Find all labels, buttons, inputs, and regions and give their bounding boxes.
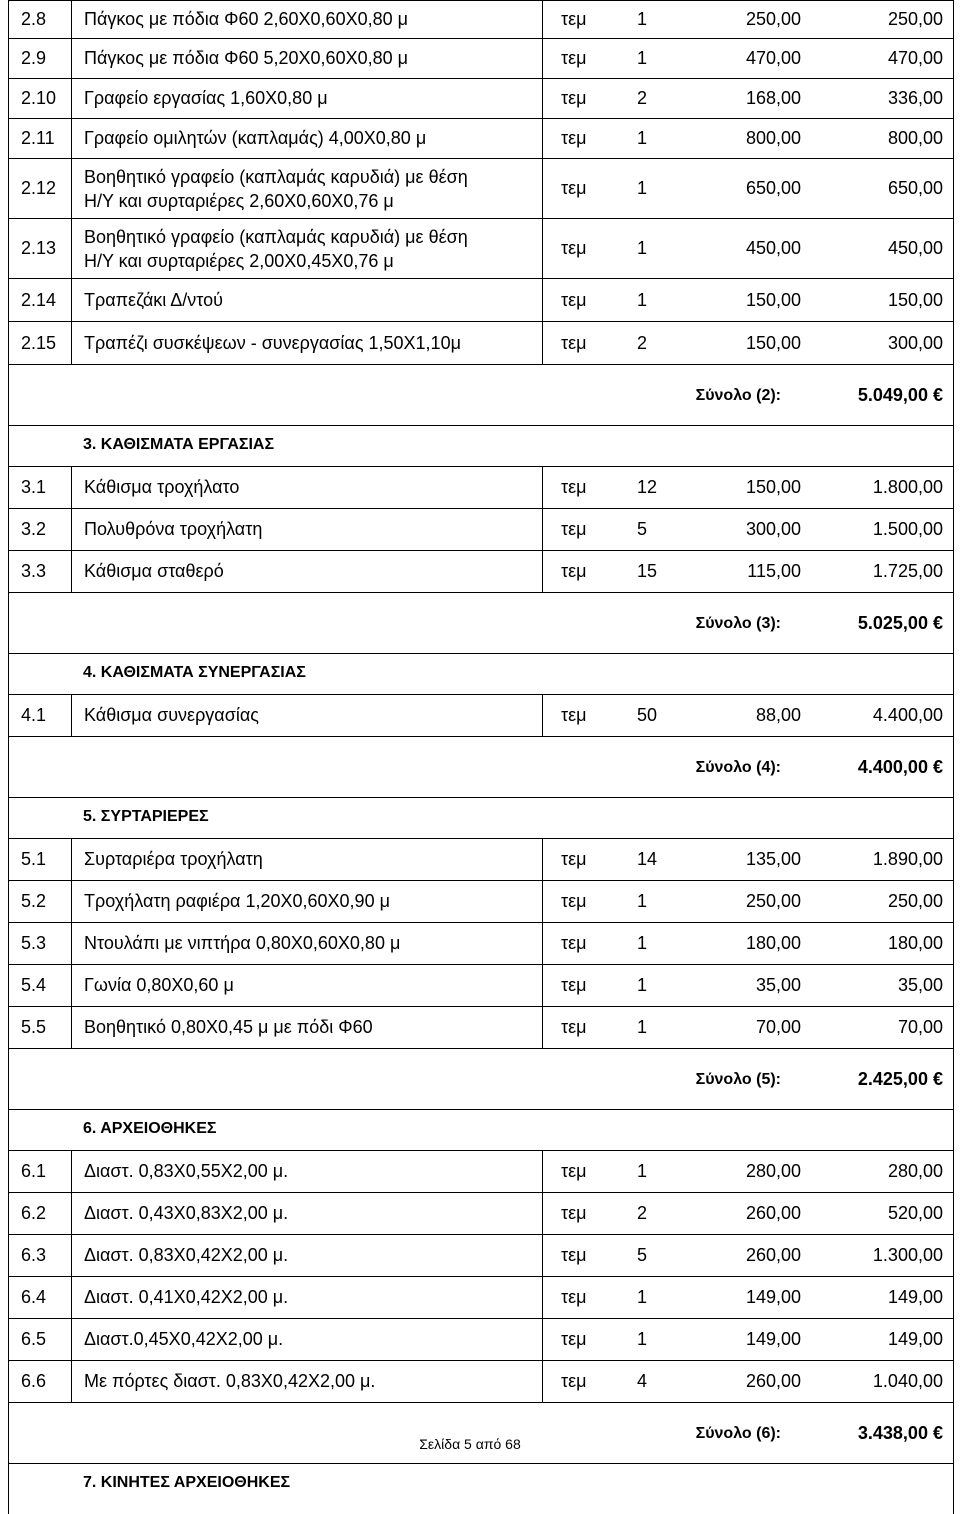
section-total-row	[8, 593, 954, 654]
item-unit: τεμ	[561, 519, 587, 539]
table-row	[8, 219, 954, 279]
item-unit-price: 280,00	[745, 1161, 801, 1181]
section-total-amount: 3.438,00	[857, 1423, 928, 1443]
section-total-label: Σύνολο (5):	[695, 1071, 781, 1088]
table-row	[8, 159, 954, 219]
table-row	[8, 838, 954, 881]
item-quantity: 2	[637, 1203, 648, 1223]
description-line-1: Βοηθητικό γραφείο (καπλαμάς καρυδιά) με θέση	[84, 226, 468, 247]
item-total: 149,00	[887, 1329, 943, 1349]
item-unit: τεμ	[561, 933, 587, 953]
item-total: 1.800,00	[872, 477, 943, 497]
section-total-label: Σύνολο (2):	[695, 387, 781, 404]
item-total: 520,00	[887, 1203, 943, 1223]
item-unit: τεμ	[561, 1017, 587, 1037]
item-number: 2.13	[9, 219, 72, 278]
item-unit-price: 250,00	[745, 9, 801, 29]
item-number: 6.3	[9, 1235, 72, 1276]
table-row	[8, 923, 954, 965]
table-row	[8, 551, 954, 593]
item-total: 4.400,00	[872, 705, 943, 725]
item-number: 4.1	[9, 695, 72, 736]
item-total: 1.500,00	[872, 519, 943, 539]
item-unit-price: 70,00	[755, 1017, 801, 1037]
item-number: 3.3	[9, 551, 72, 592]
item-quantity: 4	[637, 1371, 648, 1391]
item-unit-price: 35,00	[755, 975, 801, 995]
item-number: 2.9	[9, 39, 72, 78]
section-total-row	[8, 365, 954, 426]
item-total: 470,00	[887, 48, 943, 68]
item-unit: τεμ	[561, 849, 587, 869]
item-number: 2.14	[9, 279, 72, 321]
item-description: Κάθισμα σταθερό	[72, 551, 543, 592]
section-total-value	[858, 1069, 943, 1090]
description-line-2: Η/Υ και συρταριέρες 2,60Χ0,60Χ0,76 μ	[84, 190, 394, 211]
table-row	[8, 694, 954, 737]
section-heading	[8, 1110, 954, 1150]
item-unit-price: 260,00	[745, 1245, 801, 1265]
section-title: 3. ΚΑΘΙΣΜΑΤΑ ΕΡΓΑΣΙΑΣ	[83, 436, 275, 453]
item-unit: τεμ	[561, 1371, 587, 1391]
item-total: 70,00	[897, 1017, 943, 1037]
item-description: Γραφείο εργασίας 1,60Χ0,80 μ	[72, 79, 543, 118]
item-description: Ντουλάπι με νιπτήρα 0,80Χ0,60Χ0,80 μ	[72, 923, 543, 964]
table-row	[8, 79, 954, 119]
table-row	[8, 1319, 954, 1361]
item-unit-price: 650,00	[745, 178, 801, 198]
item-total: 1.890,00	[872, 849, 943, 869]
section-total-label: Σύνολο (3):	[695, 615, 781, 632]
item-description	[72, 219, 543, 278]
item-description: Γωνία 0,80Χ0,60 μ	[72, 965, 543, 1006]
item-unit-price: 150,00	[745, 289, 801, 310]
item-description: Βοηθητικό 0,80Χ0,45 μ με πόδι Φ60	[72, 1007, 543, 1048]
item-total: 1.300,00	[872, 1245, 943, 1265]
item-quantity: 1	[637, 9, 648, 29]
item-total: 450,00	[887, 238, 943, 258]
item-number: 5.5	[9, 1007, 72, 1048]
item-number: 2.15	[9, 322, 72, 364]
item-number: 5.3	[9, 923, 72, 964]
item-number: 6.2	[9, 1193, 72, 1234]
item-unit-price: 149,00	[745, 1329, 801, 1349]
table-row	[8, 119, 954, 159]
page-footer: Σελίδα 5 από 68	[419, 1436, 521, 1452]
euro-icon: €	[932, 385, 943, 405]
section-title: 5. ΣΥΡΤΑΡΙΕΡΕΣ	[83, 808, 209, 825]
item-description: Τροχήλατη ραφιέρα 1,20Χ0,60Χ0,90 μ	[72, 881, 543, 922]
section-total-amount: 5.025,00	[857, 613, 928, 633]
euro-icon: €	[932, 1069, 943, 1089]
table-row	[8, 279, 954, 322]
item-total: 280,00	[887, 1161, 943, 1181]
item-total: 250,00	[887, 891, 943, 911]
item-description: Κάθισμα συνεργασίας	[72, 695, 543, 736]
item-unit: τεμ	[561, 289, 587, 310]
item-total: 150,00	[887, 289, 943, 310]
item-number: 2.11	[9, 119, 72, 158]
section-total-amount: 5.049,00	[857, 385, 928, 405]
item-quantity: 1	[637, 975, 648, 995]
table-row	[8, 1361, 954, 1403]
table-row	[8, 1277, 954, 1319]
item-number: 6.4	[9, 1277, 72, 1318]
table-row	[8, 1150, 954, 1193]
item-quantity: 15	[637, 561, 658, 581]
item-unit: τεμ	[561, 178, 587, 198]
item-quantity: 5	[637, 1245, 648, 1265]
item-number: 5.4	[9, 965, 72, 1006]
item-unit-price: 250,00	[745, 891, 801, 911]
item-description: Πάγκος με πόδια Φ60 2,60Χ0,60Χ0,80 μ	[72, 1, 543, 38]
item-description: Κάθισμα τροχήλατο	[72, 467, 543, 508]
item-quantity: 2	[637, 88, 648, 108]
description-line-2: Η/Υ και συρταριέρες 2,00Χ0,45Χ0,76 μ	[84, 250, 394, 271]
item-unit-price: 470,00	[745, 48, 801, 68]
table-row	[8, 39, 954, 79]
item-unit: τεμ	[561, 975, 587, 995]
item-unit-price: 260,00	[745, 1203, 801, 1223]
item-total: 35,00	[897, 975, 943, 995]
item-total: 1.040,00	[872, 1371, 943, 1391]
item-quantity: 1	[637, 289, 648, 310]
item-unit: τεμ	[561, 1329, 587, 1349]
item-unit-price: 149,00	[745, 1287, 801, 1307]
item-unit-price: 115,00	[747, 561, 801, 581]
table-row	[8, 509, 954, 551]
description-line-1: Βοηθητικό γραφείο (καπλαμάς καρυδιά) με θέση	[84, 166, 468, 187]
item-total: 650,00	[887, 178, 943, 198]
euro-icon: €	[932, 613, 943, 633]
item-quantity: 1	[637, 933, 648, 953]
table-row	[8, 0, 954, 39]
item-number: 2.12	[9, 159, 72, 218]
item-unit: τεμ	[561, 705, 587, 725]
section-total-amount: 4.400,00	[857, 757, 928, 777]
section-title: 4. ΚΑΘΙΣΜΑΤΑ ΣΥΝΕΡΓΑΣΙΑΣ	[83, 664, 306, 681]
table-row	[8, 965, 954, 1007]
item-unit: τεμ	[561, 1203, 587, 1223]
item-unit: τεμ	[561, 88, 587, 108]
item-quantity: 1	[637, 891, 648, 911]
item-unit-price: 260,00	[745, 1371, 801, 1391]
item-total: 800,00	[887, 128, 943, 148]
item-description-lines	[84, 165, 468, 213]
item-quantity: 1	[637, 238, 648, 258]
section-heading	[8, 1464, 954, 1514]
item-description: Διαστ. 0,83Χ0,55Χ2,00 μ.	[72, 1151, 543, 1192]
item-description: Με πόρτες διαστ. 0,83Χ0,42Χ2,00 μ.	[72, 1361, 543, 1402]
item-unit-price: 88,00	[755, 705, 801, 725]
item-unit: τεμ	[561, 561, 587, 581]
table-row	[8, 1235, 954, 1277]
item-unit: τεμ	[561, 48, 587, 68]
item-number: 2.10	[9, 79, 72, 118]
item-total: 300,00	[887, 332, 943, 353]
section-title: 6. ΑΡΧΕΙΟΘΗΚΕΣ	[83, 1120, 217, 1137]
table-row	[8, 1193, 954, 1235]
item-quantity: 12	[637, 477, 658, 497]
item-unit-price: 450,00	[745, 238, 801, 258]
item-unit: τεμ	[561, 477, 587, 497]
item-number: 2.8	[9, 1, 72, 38]
item-unit: τεμ	[561, 1161, 587, 1181]
item-unit-price: 800,00	[745, 128, 801, 148]
item-description: Γραφείο ομιλητών (καπλαμάς) 4,00Χ0,80 μ	[72, 119, 543, 158]
item-unit: τεμ	[561, 1287, 587, 1307]
item-description: Πολυθρόνα τροχήλατη	[72, 509, 543, 550]
table-row	[8, 881, 954, 923]
item-description: Διαστ.0,45Χ0,42Χ2,00 μ.	[72, 1319, 543, 1360]
item-quantity: 2	[637, 332, 648, 353]
item-total: 250,00	[887, 9, 943, 29]
item-description: Τραπεζάκι Δ/ντού	[72, 279, 543, 321]
section-total-amount: 2.425,00	[857, 1069, 928, 1089]
item-quantity: 1	[637, 1287, 648, 1307]
section-heading	[8, 426, 954, 466]
section-total-label: Σύνολο (4):	[695, 759, 781, 776]
item-quantity: 1	[637, 1017, 648, 1037]
item-number: 3.1	[9, 467, 72, 508]
item-description-lines	[84, 225, 468, 273]
item-number: 5.1	[9, 839, 72, 880]
item-unit-price: 150,00	[745, 332, 801, 353]
item-quantity: 1	[637, 48, 648, 68]
item-description: Τραπέζι συσκέψεων - συνεργασίας 1,50Χ1,10μ	[72, 322, 543, 364]
item-description: Διαστ. 0,43Χ0,83Χ2,00 μ.	[72, 1193, 543, 1234]
section-total-value	[858, 757, 943, 778]
euro-icon: €	[932, 757, 943, 777]
item-description: Πάγκος με πόδια Φ60 5,20Χ0,60Χ0,80 μ	[72, 39, 543, 78]
item-total: 149,00	[887, 1287, 943, 1307]
table-row	[8, 1007, 954, 1049]
table-row	[8, 322, 954, 365]
item-quantity: 50	[637, 705, 658, 725]
item-total: 180,00	[887, 933, 943, 953]
item-quantity: 1	[637, 1329, 648, 1349]
item-unit-price: 300,00	[745, 519, 801, 539]
item-total: 1.725,00	[872, 561, 943, 581]
euro-icon: €	[932, 1423, 943, 1443]
item-quantity: 1	[637, 1161, 648, 1181]
item-quantity: 1	[637, 178, 648, 198]
item-unit-price: 150,00	[745, 477, 801, 497]
section-total-value	[858, 613, 943, 634]
section-total-row	[8, 737, 954, 798]
item-quantity: 5	[637, 519, 648, 539]
item-quantity: 14	[637, 849, 658, 869]
item-number: 6.6	[9, 1361, 72, 1402]
item-unit: τεμ	[561, 891, 587, 911]
section-total-value	[858, 385, 943, 406]
item-unit: τεμ	[561, 1245, 587, 1265]
item-unit: τεμ	[561, 238, 587, 258]
item-unit: τεμ	[561, 9, 587, 29]
item-unit: τεμ	[561, 332, 587, 353]
item-number: 6.1	[9, 1151, 72, 1192]
item-unit: τεμ	[561, 128, 587, 148]
item-unit-price: 180,00	[745, 933, 801, 953]
table-row	[8, 466, 954, 509]
item-quantity: 1	[637, 128, 648, 148]
item-number: 3.2	[9, 509, 72, 550]
item-description: Συρταριέρα τροχήλατη	[72, 839, 543, 880]
item-description: Διαστ. 0,83Χ0,42Χ2,00 μ.	[72, 1235, 543, 1276]
section-heading	[8, 654, 954, 694]
item-description: Διαστ. 0,41Χ0,42Χ2,00 μ.	[72, 1277, 543, 1318]
item-number: 6.5	[9, 1319, 72, 1360]
section-total-row	[8, 1049, 954, 1110]
item-total: 336,00	[887, 88, 943, 108]
section-title: 7. ΚΙΝΗΤΕΣ ΑΡΧΕΙΟΘΗΚΕΣ	[83, 1474, 291, 1491]
section-total-label: Σύνολο (6):	[695, 1425, 781, 1442]
price-table	[8, 0, 954, 1514]
item-number: 5.2	[9, 881, 72, 922]
item-unit-price: 135,00	[745, 849, 801, 869]
item-description	[72, 159, 543, 218]
section-heading	[8, 798, 954, 838]
item-unit-price: 168,00	[745, 88, 801, 108]
